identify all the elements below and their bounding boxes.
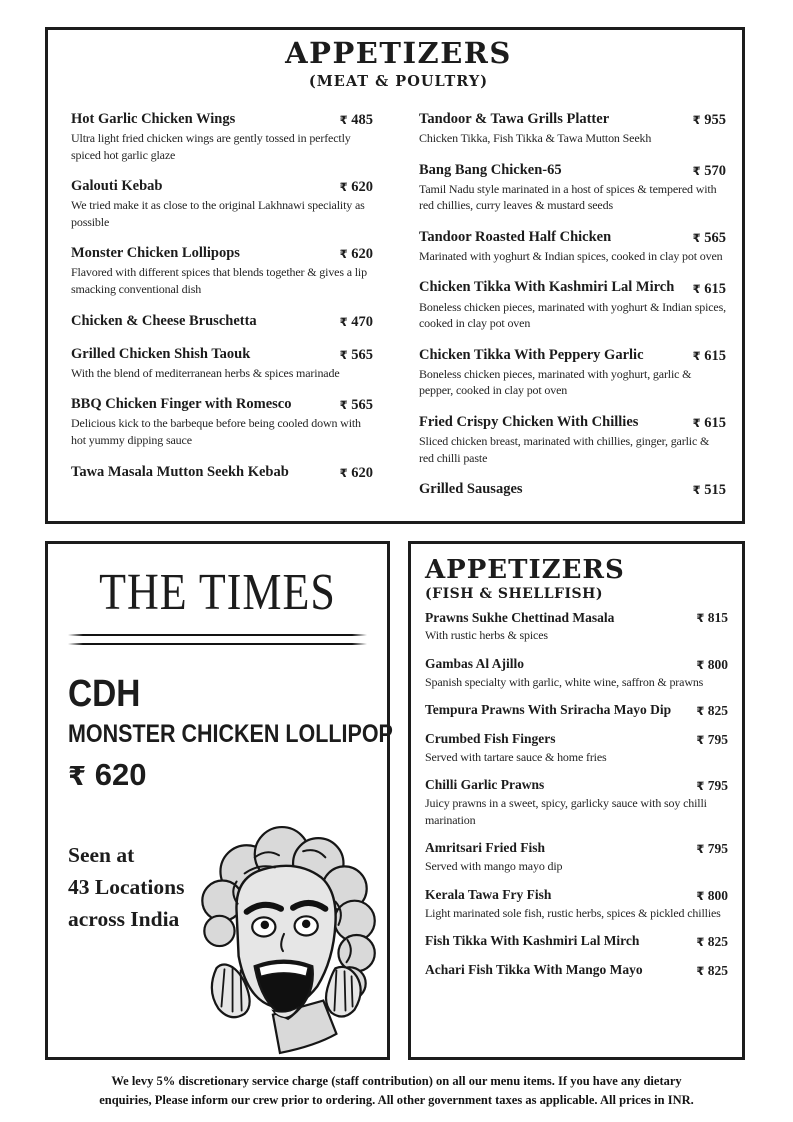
item-name: Bang Bang Chicken-65 <box>419 161 562 178</box>
menu-item <box>419 228 726 265</box>
item-description: Ultra light fried chicken wings are gently tossed in perfectly spiced hot garlic glaze <box>71 131 351 162</box>
item-price-value: 795 <box>707 841 728 857</box>
rupee-symbol: ₹ <box>339 398 348 413</box>
menu-item <box>425 701 728 719</box>
item-name: Fried Crispy Chicken With Chillies <box>419 413 639 430</box>
menu-item <box>425 655 728 690</box>
meat-columns <box>71 110 726 513</box>
item-price <box>696 888 728 904</box>
fish-items-list <box>425 609 728 979</box>
menu-item-header <box>419 110 726 129</box>
item-description: Boneless chicken pieces, marinated with yoghurt, garlic & pepper, cooked in clay pot oven <box>419 366 692 398</box>
item-name: Monster Chicken Lollipops <box>71 245 240 262</box>
item-description: Served with tartare sauce & home fries <box>425 749 607 764</box>
rupee-symbol: ₹ <box>339 347 348 362</box>
item-name: Fish Tikka With Kashmiri Lal Mirch <box>425 933 640 949</box>
menu-item <box>71 345 373 382</box>
rupee-symbol: ₹ <box>696 963 705 978</box>
menu-item-header <box>419 161 726 180</box>
menu-item <box>419 161 726 214</box>
menu-item <box>419 480 726 499</box>
item-description: Spanish specialty with garlic, white wine, saffron & prawns <box>425 674 704 689</box>
menu-item-header <box>425 839 728 857</box>
menu-item-header <box>419 413 726 432</box>
item-description: Sliced chicken breast, marinated with chillies, ginger, garlic & red chilli paste <box>419 434 710 465</box>
item-price <box>693 281 726 298</box>
item-price-value: 570 <box>704 162 726 179</box>
item-name: Tandoor Roasted Half Chicken <box>419 228 612 245</box>
item-description: Marinated with yoghurt & Indian spices, cooked in clay pot oven <box>419 248 723 263</box>
rupee-symbol: ₹ <box>692 230 701 245</box>
rupee-symbol: ₹ <box>692 483 701 498</box>
menu-item-header <box>71 244 373 263</box>
menu-item-header <box>71 345 373 364</box>
ad-product-name: MONSTER CHICKEN LOLLIPOP <box>68 719 393 748</box>
item-name: Grilled Sausages <box>419 481 523 498</box>
menu-item <box>425 932 728 950</box>
item-description: Chicken Tikka, Fish Tikka & Tawa Mutton Seekh <box>419 131 652 146</box>
item-price-value: 815 <box>707 610 728 626</box>
menu-item-header <box>71 312 373 331</box>
menu-item <box>425 609 728 644</box>
item-price <box>340 179 373 196</box>
item-price-value: 615 <box>704 280 726 297</box>
item-price-value: 565 <box>351 346 373 363</box>
item-price-value: 615 <box>704 347 726 364</box>
meat-right-column <box>419 110 726 513</box>
menu-item <box>425 886 728 921</box>
item-price-value: 825 <box>707 703 728 719</box>
menu-item-header <box>425 961 728 979</box>
rupee-symbol: ₹ <box>339 314 348 329</box>
item-price <box>696 703 728 719</box>
menu-item <box>419 346 726 399</box>
item-price-value: 615 <box>704 415 726 432</box>
item-name: Gambas Al Ajillo <box>425 655 525 671</box>
rupee-symbol: ₹ <box>696 842 705 857</box>
menu-item-header <box>419 228 726 247</box>
item-price <box>693 415 726 432</box>
item-description: Tamil Nadu style marinated in a host of spices & tempered with red chillies, curry leaves & mustard seeds <box>419 181 717 213</box>
item-price-value: 620 <box>351 246 373 263</box>
rupee-symbol: ₹ <box>696 779 705 794</box>
footer-line: We levy 5% discretionary service charge (staff contribution) on all our menu items. If you have any dietary <box>111 1074 682 1088</box>
menu-item-header <box>425 730 728 748</box>
meat-section-header <box>71 38 726 90</box>
item-name: Tawa Masala Mutton Seekh Kebab <box>71 463 289 480</box>
appetizers-fish-section <box>408 541 745 1060</box>
item-price <box>693 348 726 365</box>
rupee-symbol: ₹ <box>696 888 705 903</box>
item-name: Crumbed Fish Fingers <box>425 731 556 747</box>
menu-item-header <box>71 395 373 414</box>
item-price <box>696 732 728 748</box>
rupee-symbol: ₹ <box>339 247 348 262</box>
item-price-value: 825 <box>707 962 728 978</box>
item-price-value: 565 <box>704 229 726 246</box>
menu-item-header <box>425 701 728 719</box>
ad-tagline <box>68 839 243 936</box>
item-price <box>696 841 728 857</box>
masthead-divider <box>68 634 367 645</box>
menu-item-header <box>425 886 728 904</box>
menu-item <box>71 312 373 331</box>
menu-item-header <box>425 776 728 794</box>
item-price <box>696 934 728 950</box>
footer-note <box>0 1072 793 1111</box>
rupee-symbol: ₹ <box>339 180 348 195</box>
divider-line <box>68 643 367 645</box>
item-description: With rustic herbs & spices <box>425 628 548 643</box>
item-name: Tempura Prawns With Sriracha Mayo Dip <box>425 702 672 718</box>
item-name: Achari Fish Tikka With Mango Mayo <box>425 961 643 977</box>
menu-item <box>71 395 373 448</box>
rupee-symbol: ₹ <box>696 934 705 949</box>
item-name: Grilled Chicken Shish Taouk <box>71 345 251 362</box>
menu-item <box>71 110 373 163</box>
divider-line <box>68 634 367 636</box>
item-name: Chicken Tikka With Peppery Garlic <box>419 346 644 363</box>
meat-left-column <box>71 110 373 513</box>
item-price-value: 485 <box>351 112 373 129</box>
item-price-value: 565 <box>351 397 373 414</box>
ad-tagline-line: Seen at <box>68 842 135 867</box>
item-price-value: 620 <box>351 179 373 196</box>
rupee-symbol: ₹ <box>692 416 701 431</box>
menu-item <box>419 278 726 331</box>
item-price <box>340 246 373 263</box>
newspaper-masthead: THE TIMES <box>99 562 336 621</box>
rupee-symbol: ₹ <box>692 348 701 363</box>
menu-item <box>425 776 728 828</box>
item-price <box>340 112 373 129</box>
item-price-value: 795 <box>707 778 728 794</box>
item-name: Prawns Sukhe Chettinad Masala <box>425 609 615 625</box>
rupee-symbol: ₹ <box>692 113 701 128</box>
menu-item-header <box>419 278 726 297</box>
rupee-symbol: ₹ <box>68 761 87 792</box>
item-price <box>696 778 728 794</box>
rupee-symbol: ₹ <box>692 163 701 178</box>
item-description: Light marinated sole fish, rustic herbs, spices & pickled chillies <box>425 905 721 920</box>
rupee-symbol: ₹ <box>696 732 705 747</box>
rupee-symbol: ₹ <box>696 704 705 719</box>
item-price-value: 800 <box>707 656 728 672</box>
item-price-value: 470 <box>351 313 373 330</box>
menu-item <box>419 413 726 466</box>
item-price <box>693 112 726 129</box>
item-name: Chilli Garlic Prawns <box>425 777 545 793</box>
item-price <box>693 163 726 180</box>
menu-item-header <box>425 609 728 627</box>
menu-item-header <box>71 177 373 196</box>
ad-price-value: 620 <box>94 756 147 792</box>
item-price <box>340 397 373 414</box>
rupee-symbol: ₹ <box>692 281 701 296</box>
item-price <box>340 347 373 364</box>
menu-item-header <box>71 110 373 129</box>
item-name: Hot Garlic Chicken Wings <box>71 110 236 127</box>
menu-item <box>71 244 373 297</box>
appetizers-meat-section <box>45 27 745 524</box>
item-description: We tried make it as close to the original Lakhnawi speciality as possible <box>71 198 365 229</box>
item-price <box>340 314 373 331</box>
menu-item-header <box>71 463 373 482</box>
menu-item <box>425 839 728 874</box>
item-name: BBQ Chicken Finger with Romesco <box>71 396 292 413</box>
menu-item <box>425 961 728 979</box>
item-name: Chicken & Cheese Bruschetta <box>71 312 257 329</box>
item-description: With the blend of mediterranean herbs & spices marinade <box>71 365 340 380</box>
meat-section-title: APPETIZERS <box>285 36 512 70</box>
rupee-symbol: ₹ <box>696 657 705 672</box>
item-price-value: 955 <box>704 112 726 129</box>
menu-item-header <box>419 346 726 365</box>
menu-item <box>425 730 728 765</box>
item-description: Juicy prawns in a sweet, spicy, garlicky sauce with soy chilli marination <box>425 796 707 827</box>
fish-section-title: APPETIZERS <box>425 555 625 585</box>
item-price-value: 800 <box>707 887 728 903</box>
item-name: Galouti Kebab <box>71 178 163 195</box>
item-description: Served with mango mayo dip <box>425 859 563 874</box>
rupee-symbol: ₹ <box>696 611 705 626</box>
item-price-value: 795 <box>707 731 728 747</box>
rupee-symbol: ₹ <box>339 113 348 128</box>
menu-item <box>71 177 373 230</box>
item-price <box>693 482 726 499</box>
item-price <box>340 465 373 482</box>
item-price-value: 620 <box>351 464 373 481</box>
item-price-value: 515 <box>704 482 726 499</box>
ad-tagline-line: 43 Locations <box>68 875 185 900</box>
item-name: Amritsari Fried Fish <box>425 840 545 856</box>
menu-item <box>419 110 726 147</box>
footer-line: enquiries, Please inform our crew prior to ordering. All other government taxes as applicable. All prices in INR. <box>99 1093 694 1108</box>
item-price <box>696 657 728 673</box>
ad-brand: CDH <box>68 672 141 715</box>
fish-section-subtitle: (FISH & SHELLFISH) <box>425 585 603 602</box>
ad-price <box>68 757 367 793</box>
item-description: Delicious kick to the barbeque before being cooled down with hot yummy dipping sauce <box>71 416 361 448</box>
menu-item-header <box>419 480 726 499</box>
menu-item-header <box>425 655 728 673</box>
item-description: Flavored with different spices that blends together & gives a lip smacking conventional dish <box>71 265 367 296</box>
menu-item-header <box>425 932 728 950</box>
item-name: Kerala Tawa Fry Fish <box>425 886 552 902</box>
item-price <box>696 963 728 979</box>
item-description: Boneless chicken pieces, marinated with yoghurt & Indian spices, cooked in clay pot oven <box>419 299 726 331</box>
item-price <box>696 610 728 626</box>
item-name: Chicken Tikka With Kashmiri Lal Mirch <box>419 279 675 296</box>
item-name: Tandoor & Tawa Grills Platter <box>419 110 610 127</box>
item-price-value: 825 <box>707 933 728 949</box>
ad-tagline-line: across India <box>68 907 180 932</box>
rupee-symbol: ₹ <box>339 465 348 480</box>
times-ad-card <box>45 541 393 1060</box>
meat-section-subtitle: (MEAT & POULTRY) <box>308 72 489 90</box>
menu-item <box>71 463 373 482</box>
item-price <box>693 230 726 247</box>
